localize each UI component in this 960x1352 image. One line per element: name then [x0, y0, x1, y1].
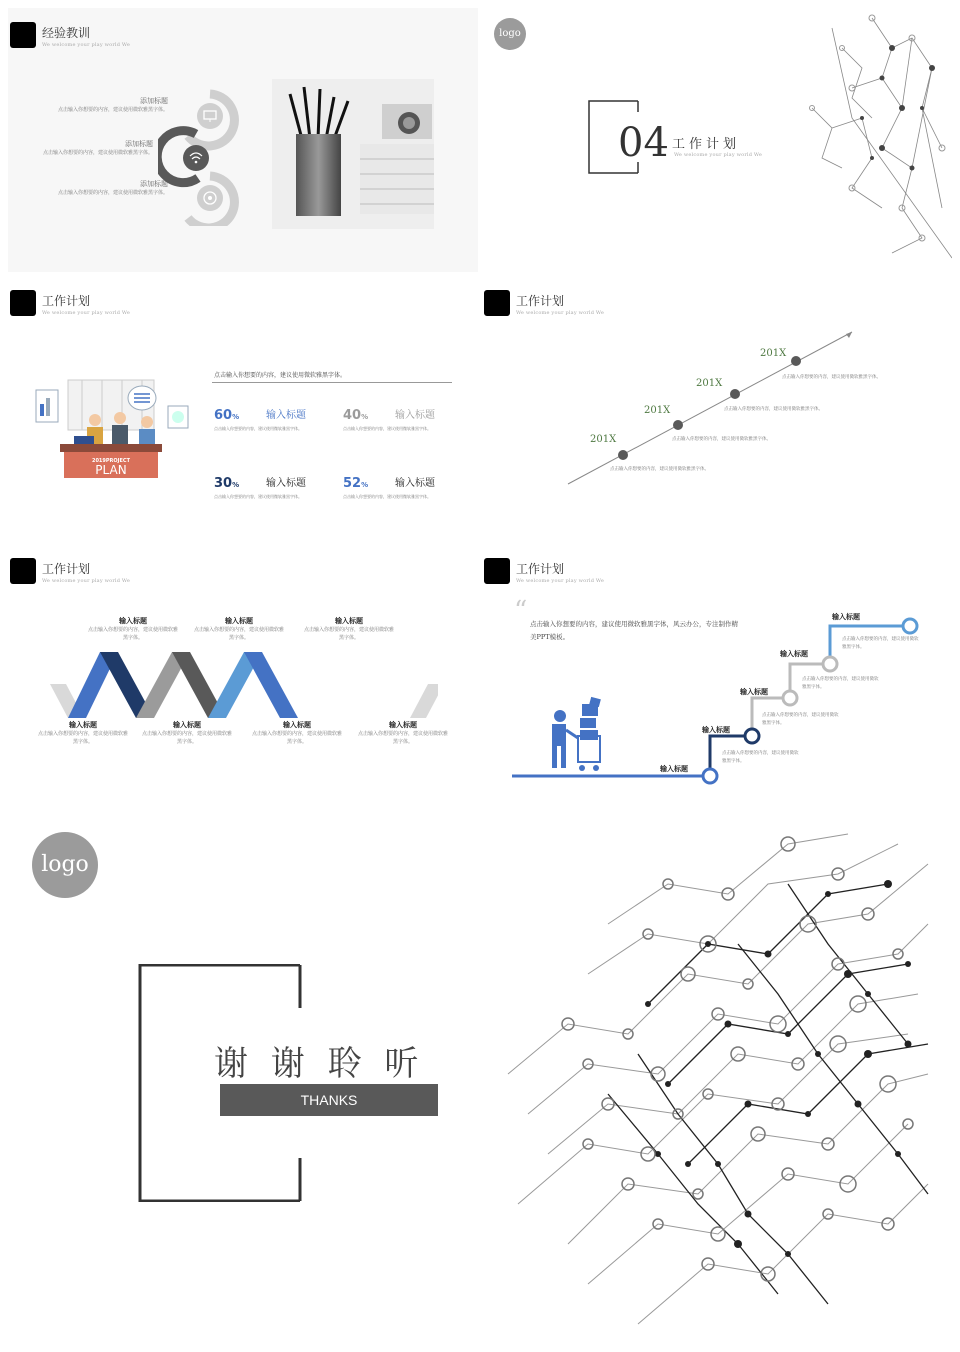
- slide-subtitle: We welcome your play world We: [516, 310, 605, 316]
- milestone-desc: 点击输入你想要的内容，建议使用微软雅黑字体。: [782, 375, 881, 380]
- slide-title: 工作计划: [516, 562, 565, 576]
- slide-subtitle: We welcome your play world We: [42, 578, 131, 584]
- step-node: [783, 691, 797, 705]
- item-label: 输入标题: [335, 616, 363, 625]
- stat-label: 输入标题: [395, 478, 435, 489]
- network-graphic: [752, 8, 952, 272]
- section-number: 04: [618, 120, 669, 166]
- header-square: [484, 558, 510, 584]
- slide-thanks: [8, 812, 952, 1344]
- stat-desc: 点击输入你想要的内容，建议使用微软雅黑字体。: [343, 426, 431, 431]
- milestone-dot: [673, 420, 683, 430]
- item-1: [48, 96, 168, 114]
- milestone-year: 201X: [760, 348, 787, 359]
- top-item-1: [88, 616, 178, 642]
- item-label: 添加标题: [125, 140, 153, 148]
- step-label: 输入标题: [832, 612, 860, 621]
- item-label: 添加标题: [140, 180, 168, 188]
- bottom-item-2: [142, 720, 232, 746]
- step-label: 输入标题: [740, 687, 768, 696]
- logo-badge: logo: [494, 18, 526, 50]
- item-label: 添加标题: [140, 97, 168, 105]
- slide-lessons: [8, 8, 478, 272]
- item-desc: 点击输入你想要的内容，建议使用微软雅黑字体。: [358, 731, 449, 745]
- bottom-item-4: [358, 720, 448, 746]
- item-label: 输入标题: [173, 720, 201, 729]
- slide-subtitle: We welcome your play world We: [42, 42, 131, 48]
- top-item-3: [304, 616, 394, 642]
- slide-subtitle: We welcome your play world We: [516, 578, 605, 584]
- item-label: 输入标题: [225, 616, 253, 625]
- project-plan-text: PLAN: [95, 463, 127, 477]
- step-node: [903, 619, 917, 633]
- step-label: 输入标题: [780, 649, 808, 658]
- header-square: [10, 290, 36, 316]
- step-node: [703, 769, 717, 783]
- step-desc: 点击输入你想要的内容，建议使用微软雅黑字体。: [762, 713, 839, 726]
- stat-desc: 点击输入你想要的内容，建议使用微软雅黑字体。: [214, 494, 302, 499]
- step-desc: 点击输入你想要的内容，建议使用微软雅黑字体。: [802, 677, 879, 690]
- worker-cart-icon: [552, 697, 601, 771]
- slide-title: 工作计划: [42, 562, 91, 576]
- slide-work-plan-steps: [482, 544, 952, 808]
- stat-value: 40%: [343, 408, 369, 423]
- milestone-desc: 点击输入你想要的内容，建议使用微软雅黑字体。: [724, 407, 823, 412]
- item-label: 输入标题: [119, 616, 147, 625]
- stat-desc: 点击输入你想要的内容，建议使用微软雅黑字体。: [214, 426, 302, 431]
- wifi-icon: [183, 145, 209, 171]
- step-desc: 点击输入你想要的内容，建议使用微软雅黑字体。: [722, 751, 799, 764]
- quote-text: 点击输入你想要的内容，建议使用微软雅黑字体，风云办公，专注制作精美PPT模板。: [530, 620, 738, 641]
- header-square: [484, 290, 510, 316]
- stat-value: 60%: [214, 408, 240, 423]
- circuit-graphic: [488, 824, 938, 1334]
- slide-work-plan-timeline: [482, 276, 952, 540]
- section-title: 工作计划: [672, 137, 741, 152]
- slide-title: 经验教训: [42, 26, 91, 40]
- stat-4: [343, 472, 468, 501]
- stat-desc: 点击输入你想要的内容，建议使用微软雅黑字体。: [343, 494, 431, 499]
- slide-section-04: [482, 8, 952, 272]
- item-desc: 点击输入你想要的内容，建议使用微软雅黑字体。: [57, 190, 168, 196]
- step-node: [823, 657, 837, 671]
- thanks-title: 谢 谢 聆 听: [214, 1044, 425, 1084]
- step-label: 输入标题: [702, 725, 730, 734]
- stat-1: [214, 404, 339, 433]
- logo-badge: logo: [32, 832, 98, 898]
- item-desc: 点击输入你想要的内容，建议使用微软雅黑字体。: [42, 150, 153, 156]
- item-desc: 点击输入你想要的内容，建议使用微软雅黑字体。: [88, 627, 179, 641]
- item-desc: 点击输入你想要的内容，建议使用微软雅黑字体。: [142, 731, 233, 745]
- item-desc: 点击输入你想要的内容，建议使用微软雅黑字体。: [57, 107, 168, 113]
- milestone-dot: [618, 450, 628, 460]
- milestone-dot: [791, 356, 801, 366]
- slide-title: 工作计划: [516, 294, 565, 308]
- item-desc: 点击输入你想要的内容，建议使用微软雅黑字体。: [38, 731, 129, 745]
- milestone-dot: [730, 389, 740, 399]
- item-2: [38, 139, 153, 157]
- milestone-year: 201X: [696, 378, 723, 389]
- header-square: [10, 22, 36, 48]
- milestone-desc: 点击输入你想要的内容，建议使用微软雅黑字体。: [672, 437, 771, 442]
- item-label: 输入标题: [69, 720, 97, 729]
- monitor-icon: [197, 103, 223, 129]
- item-desc: 点击输入你想要的内容，建议使用微软雅黑字体。: [194, 627, 285, 641]
- bottom-item-3: [252, 720, 342, 746]
- stairs-graphic: [510, 606, 930, 786]
- slide-work-plan-zigzag: [8, 544, 478, 808]
- item-3: [48, 179, 168, 197]
- cycle-arrows: [158, 86, 248, 226]
- intro-divider: [212, 382, 452, 383]
- item-desc: 点击输入你想要的内容，建议使用微软雅黑字体。: [252, 731, 343, 745]
- intro-text: 点击输入你想要的内容，建议使用微软雅黑字体。: [214, 372, 347, 379]
- step-node: [745, 729, 759, 743]
- step-label: 输入标题: [660, 764, 688, 773]
- milestone-desc: 点击输入你想要的内容，建议使用微软雅黑字体。: [610, 467, 709, 472]
- bottom-item-1: [38, 720, 128, 746]
- item-label: 输入标题: [389, 720, 417, 729]
- stat-3: [214, 472, 339, 501]
- item-desc: 点击输入你想要的内容，建议使用微软雅黑字体。: [304, 627, 395, 641]
- meeting-illustration: [32, 374, 192, 482]
- section-subtitle: We welcome your play world We: [674, 152, 763, 158]
- slide-work-plan-stats: [8, 276, 478, 540]
- header-square: [10, 558, 36, 584]
- top-item-2: [194, 616, 284, 642]
- thanks-bar: THANKS: [220, 1084, 438, 1116]
- slide-title: 工作计划: [42, 294, 91, 308]
- stat-label: 输入标题: [395, 410, 435, 421]
- pencil-cup-photo: [272, 79, 434, 229]
- stat-2: [343, 404, 468, 433]
- slide-subtitle: We welcome your play world We: [42, 310, 131, 316]
- project-year-text: 2019PROJECT: [91, 458, 131, 464]
- target-icon: [197, 185, 223, 211]
- stat-label: 输入标题: [266, 478, 306, 489]
- stat-value: 52%: [343, 476, 369, 491]
- milestone-year: 201X: [644, 405, 671, 416]
- quote-mark-icon: “: [514, 596, 528, 626]
- stat-label: 输入标题: [266, 410, 306, 421]
- zigzag-ribbon: [48, 648, 438, 720]
- stat-value: 30%: [214, 476, 240, 491]
- step-desc: 点击输入你想要的内容，建议使用微软雅黑字体。: [842, 637, 919, 650]
- milestone-year: 201X: [590, 434, 617, 445]
- item-label: 输入标题: [283, 720, 311, 729]
